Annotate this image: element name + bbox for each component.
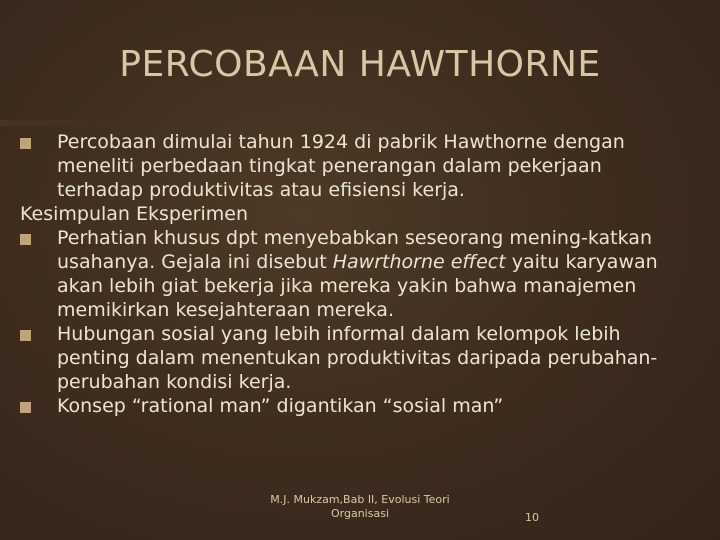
bullet-item	[20, 394, 690, 418]
square-bullet-icon	[20, 138, 31, 149]
square-bullet-icon	[20, 402, 31, 413]
bullet-item	[20, 226, 690, 322]
slide-body	[20, 130, 690, 418]
bullet-item	[20, 322, 690, 394]
bullet-text-part: yaitu karyawan akan lebih giat bekerja jika mereka yakin bahwa manajemen memikirkan kesejahteraan mereka.	[57, 251, 658, 321]
footer-line: M.J. Mukzam,Bab II, Evolusi Teori	[270, 493, 450, 506]
square-bullet-icon	[20, 330, 31, 341]
bullet-text: Percobaan dimulai tahun 1924 di pabrik Hawthorne dengan meneliti perbedaan tingkat penerangan dalam pekerjaan terhadap produktivitas atau efisiensi kerja.	[57, 131, 625, 201]
bullet-text: Konsep “rational man” digantikan “sosial man”	[57, 395, 504, 417]
bullet-text-part: Perhatian khusus dpt menyebabkan seseorang mening-katkan usahanya. Gejala ini disebut	[57, 227, 652, 273]
title-underline-accent	[0, 120, 120, 126]
square-bullet-icon	[20, 234, 31, 245]
page-number: 10	[525, 511, 539, 524]
bullet-text: Hubungan sosial yang lebih informal dalam kelompok lebih penting dalam menentukan produktivitas daripada perubahan-perubahan kondisi kerja.	[57, 323, 658, 393]
slide-title: PERCOBAAN HAWTHORNE	[119, 44, 601, 85]
hawthorne-effect-term: Hawrthorne effect	[332, 251, 506, 273]
section-heading: Kesimpulan Eksperimen	[20, 203, 248, 225]
footer-source	[250, 493, 470, 521]
bullet-item	[20, 130, 690, 202]
footer-line: Organisasi	[331, 507, 389, 520]
bullet-text	[57, 227, 658, 321]
